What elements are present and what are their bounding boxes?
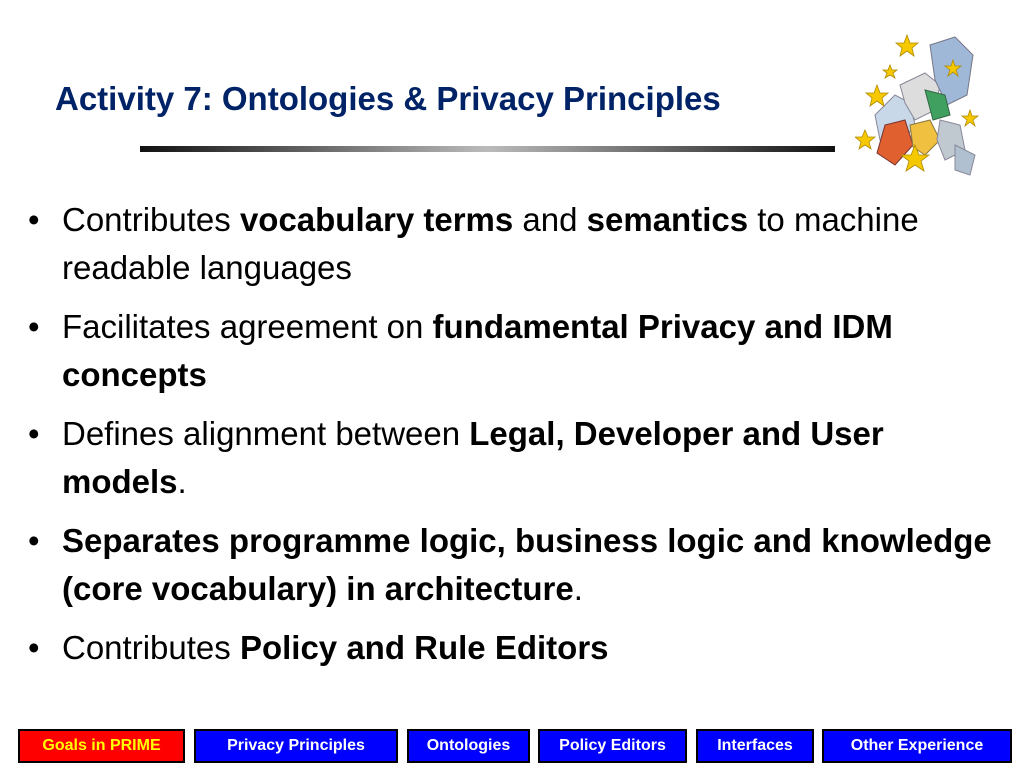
bullet-text: Facilitates agreement on fundamental Privacy and IDM concepts bbox=[62, 308, 893, 393]
nav-ontologies-button[interactable]: Ontologies bbox=[407, 729, 530, 763]
bullet-list bbox=[22, 196, 1007, 683]
slide-title: Activity 7: Ontologies & Privacy Principles bbox=[55, 80, 721, 117]
nav-bar bbox=[18, 729, 1012, 763]
bullet-text: Contributes vocabulary terms and semantics to machine readable languages bbox=[62, 201, 919, 286]
nav-interfaces-button[interactable]: Interfaces bbox=[696, 729, 814, 763]
bullet-text: Defines alignment between Legal, Developer and User models. bbox=[62, 415, 884, 500]
bullet-dot-icon: • bbox=[28, 201, 40, 238]
bullet-item bbox=[22, 196, 1007, 292]
title-divider bbox=[140, 146, 835, 152]
nav-other-experience-button[interactable]: Other Experience bbox=[822, 729, 1012, 763]
bullet-dot-icon: • bbox=[28, 308, 40, 345]
bullet-item bbox=[22, 303, 1007, 399]
bullet-dot-icon: • bbox=[28, 629, 40, 666]
bullet-text: Separates programme logic, business logic and knowledge (core vocabulary) in architecture. bbox=[62, 522, 992, 607]
nav-policy-editors-button[interactable]: Policy Editors bbox=[538, 729, 687, 763]
eu-map-stars-logo bbox=[855, 25, 985, 180]
bullet-text: Contributes Policy and Rule Editors bbox=[62, 629, 609, 666]
bullet-dot-icon: • bbox=[28, 415, 40, 452]
bullet-item bbox=[22, 517, 1007, 613]
bullet-dot-icon: • bbox=[28, 522, 40, 559]
nav-goals-in-prime-button[interactable]: Goals in PRIME bbox=[18, 729, 185, 763]
bullet-item bbox=[22, 410, 1007, 506]
nav-privacy-principles-button[interactable]: Privacy Principles bbox=[194, 729, 398, 763]
bullet-item bbox=[22, 624, 1007, 672]
